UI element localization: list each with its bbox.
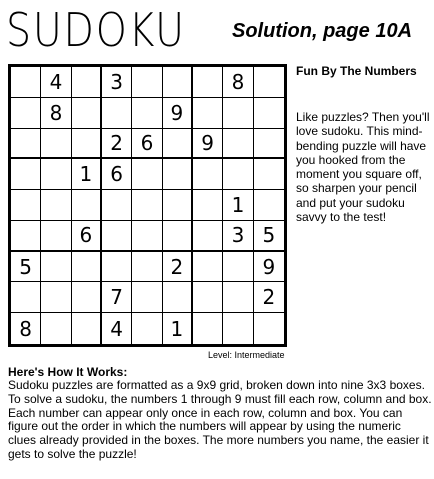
sidebar-text: Like puzzles? Then you'll love sudoku. This mind-bending puzzle will have you hooked from the moment you square off, so sharpen your pencil and put your sudoku savvy to the test!	[296, 110, 430, 225]
sudoku-cell	[72, 313, 102, 344]
sudoku-cell	[11, 129, 41, 160]
sudoku-cell	[254, 313, 284, 344]
sudoku-cell	[193, 159, 223, 190]
sudoku-cell	[254, 129, 284, 160]
sudoku-cell: 5	[254, 221, 284, 252]
sudoku-cell	[41, 129, 71, 160]
sudoku-cell: 2	[163, 252, 193, 283]
sudoku-cell	[193, 221, 223, 252]
sudoku-cell: 1	[223, 190, 253, 221]
sudoku-cell	[163, 159, 193, 190]
sudoku-cell	[132, 282, 162, 313]
sudoku-cell	[132, 67, 162, 98]
sudoku-cell: 5	[11, 252, 41, 283]
sudoku-cell	[41, 190, 71, 221]
sudoku-cell	[11, 67, 41, 98]
sudoku-cell: 1	[163, 313, 193, 344]
sudoku-cell	[193, 67, 223, 98]
sudoku-cell	[193, 98, 223, 129]
sudoku-cell	[254, 190, 284, 221]
sudoku-cell	[223, 159, 253, 190]
sudoku-cell	[132, 98, 162, 129]
sudoku-cell: 6	[102, 159, 132, 190]
sudoku-cell: 3	[223, 221, 253, 252]
sudoku-cell	[72, 252, 102, 283]
sudoku-cell	[102, 252, 132, 283]
sudoku-cell	[11, 159, 41, 190]
instructions-text: Sudoku puzzles are formatted as a 9x9 grid, broken down into nine 3x3 boxes. To solve a sudoku, the numbers 1 through 9 must fill each row, column and box. Each number can appear only once in each row, column and box. You can figure out the order in which the numbers will appear by using the numeric clues already provided in the boxes. The more numbers you name, the easier it gets to solve the puzzle!	[8, 378, 432, 461]
sudoku-cell	[41, 282, 71, 313]
sudoku-cell	[102, 98, 132, 129]
sudoku-cell	[72, 129, 102, 160]
sudoku-cell	[72, 190, 102, 221]
sudoku-grid	[8, 64, 287, 347]
sudoku-cell	[102, 190, 132, 221]
sudoku-cell	[102, 221, 132, 252]
sudoku-cell	[11, 282, 41, 313]
sudoku-cell: 9	[193, 129, 223, 160]
sudoku-cell	[223, 282, 253, 313]
sudoku-cell	[11, 98, 41, 129]
sidebar-heading: Fun By The Numbers	[296, 64, 417, 78]
sudoku-cell	[41, 221, 71, 252]
sudoku-cell	[223, 252, 253, 283]
sudoku-cell	[41, 313, 71, 344]
sudoku-cell	[11, 221, 41, 252]
sudoku-cell: 4	[102, 313, 132, 344]
sudoku-cell	[223, 129, 253, 160]
sudoku-cell	[193, 252, 223, 283]
sudoku-title: SUDOKU	[6, 3, 186, 57]
sudoku-cell	[72, 98, 102, 129]
instructions-heading: Here's How It Works:	[8, 365, 128, 379]
sudoku-cell	[254, 67, 284, 98]
sudoku-cell	[193, 190, 223, 221]
sudoku-cell	[223, 98, 253, 129]
sudoku-cell	[41, 252, 71, 283]
sudoku-cell	[132, 252, 162, 283]
sudoku-cell	[163, 282, 193, 313]
sudoku-cell	[193, 313, 223, 344]
sudoku-cell	[163, 221, 193, 252]
sudoku-cell: 2	[102, 129, 132, 160]
sudoku-cell: 8	[11, 313, 41, 344]
sudoku-cell: 7	[102, 282, 132, 313]
sudoku-cell: 4	[41, 67, 71, 98]
sudoku-cell	[72, 67, 102, 98]
sudoku-cell	[132, 159, 162, 190]
sudoku-cell: 3	[102, 67, 132, 98]
sudoku-cell: 6	[72, 221, 102, 252]
sudoku-cell	[132, 221, 162, 252]
sudoku-cell: 9	[254, 252, 284, 283]
sudoku-cell: 8	[41, 98, 71, 129]
sudoku-cell: 9	[163, 98, 193, 129]
sudoku-cell: 2	[254, 282, 284, 313]
difficulty-level: Level: Intermediate	[208, 350, 285, 360]
sudoku-cell	[254, 159, 284, 190]
sudoku-cell	[223, 313, 253, 344]
sudoku-cell	[132, 313, 162, 344]
sudoku-cell	[193, 282, 223, 313]
sudoku-cell	[254, 98, 284, 129]
sudoku-cell	[163, 67, 193, 98]
sudoku-cell	[41, 159, 71, 190]
sudoku-cell	[132, 190, 162, 221]
sudoku-cell	[11, 190, 41, 221]
sudoku-cell: 8	[223, 67, 253, 98]
sudoku-cell	[163, 129, 193, 160]
sudoku-cell	[163, 190, 193, 221]
solution-reference: Solution, page 10A	[232, 20, 413, 42]
sudoku-cell: 6	[132, 129, 162, 160]
sudoku-cell	[72, 282, 102, 313]
sudoku-cell: 1	[72, 159, 102, 190]
